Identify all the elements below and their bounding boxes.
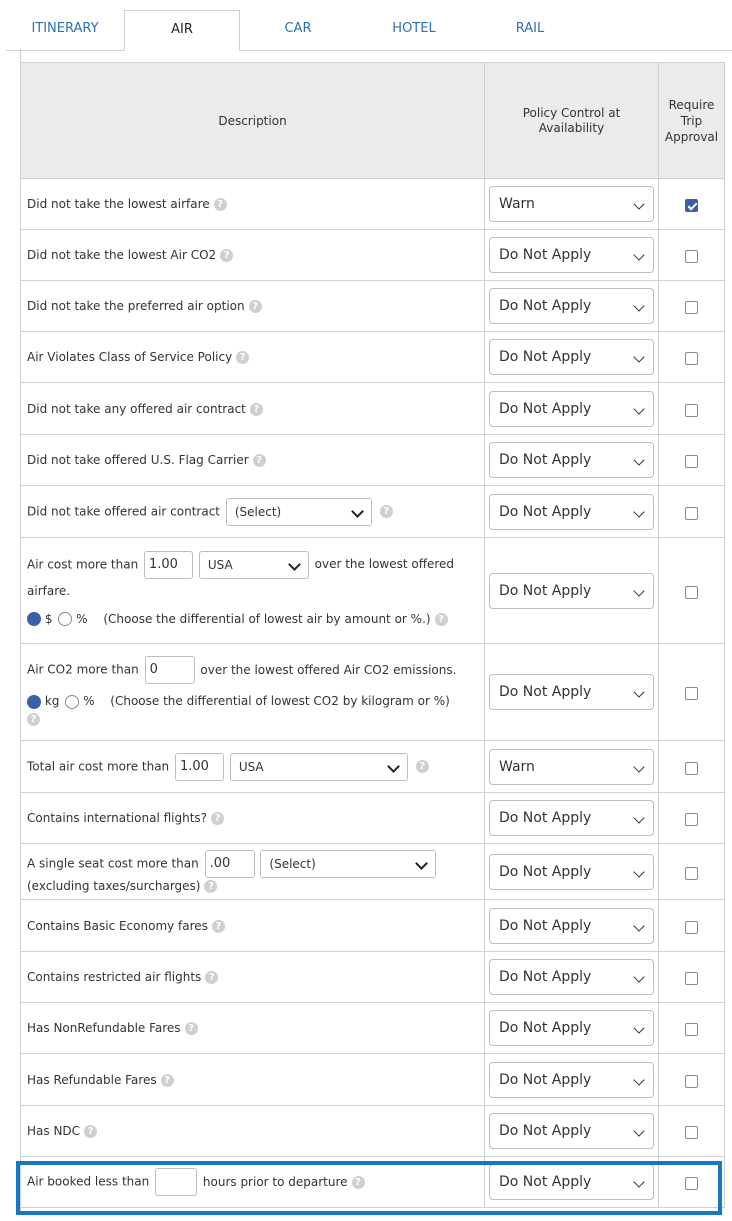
row-description	[21, 952, 485, 1003]
row-description	[21, 230, 485, 281]
row-label: Has NonRefundable Fares	[27, 1021, 181, 1035]
chevron-down-icon	[633, 300, 644, 311]
policy-control-dropdown[interactable]	[489, 494, 654, 530]
help-icon[interactable]: ?	[220, 249, 233, 262]
dropdown-value: Do Not Apply	[499, 1123, 592, 1139]
policy-control-cell	[485, 179, 659, 230]
row-label-suffix: over the lowest offered Air CO2 emissions.	[200, 662, 457, 677]
approval-cell	[659, 741, 725, 793]
chevron-down-icon	[633, 1176, 644, 1187]
require-approval-checkbox[interactable]	[685, 762, 698, 775]
radio-amount[interactable]	[27, 612, 41, 626]
table-row	[21, 281, 725, 332]
chevron-down-icon	[633, 1125, 644, 1136]
chevron-down-icon	[387, 760, 400, 773]
help-icon-wrap	[27, 710, 478, 728]
policy-control-dropdown[interactable]	[489, 1062, 654, 1098]
policy-control-dropdown[interactable]	[489, 288, 654, 324]
single-seat-line	[27, 850, 478, 878]
row-label: Did not take offered U.S. Flag Carrier	[27, 453, 249, 467]
require-approval-checkbox[interactable]	[685, 972, 698, 985]
row-label: Did not take the lowest Air CO2	[27, 248, 217, 262]
policy-control-dropdown[interactable]	[489, 186, 654, 222]
help-icon[interactable]: ?	[435, 613, 448, 626]
require-approval-checkbox[interactable]	[685, 921, 698, 934]
dropdown-value: Do Not Apply	[499, 1071, 592, 1088]
require-approval-header-text: Require Trip Approval	[664, 97, 719, 144]
help-icon[interactable]: ?	[211, 812, 224, 825]
dropdown-value: Do Not Apply	[499, 1020, 592, 1036]
require-approval-checkbox[interactable]	[685, 687, 698, 700]
hours-prior-input[interactable]	[155, 1168, 197, 1196]
require-approval-checkbox[interactable]	[685, 1126, 698, 1139]
chevron-down-icon	[633, 1074, 644, 1085]
policy-control-cell	[485, 644, 659, 741]
table-row	[21, 900, 725, 952]
row-label: Has Refundable Fares	[27, 1072, 157, 1087]
approval-cell	[659, 644, 725, 741]
air-contract-select[interactable]	[226, 498, 372, 526]
policy-control-cell	[485, 332, 659, 383]
row-label: Contains international flights?	[27, 811, 208, 825]
help-icon[interactable]: ?	[214, 198, 227, 211]
row-label-line2: (excluding taxes/surcharges)	[27, 878, 201, 893]
chevron-down-icon	[633, 403, 644, 414]
policy-control-dropdown[interactable]	[489, 800, 654, 836]
help-icon[interactable]: ?	[212, 920, 225, 933]
policy-control-dropdown[interactable]	[489, 442, 654, 478]
dropdown-value: Do Not Apply	[499, 969, 592, 985]
chevron-down-icon	[416, 857, 429, 870]
air-co2-radio-group	[27, 692, 478, 728]
policy-control-dropdown[interactable]	[489, 391, 654, 427]
dropdown-value: Warn	[499, 758, 535, 775]
policy-control-dropdown[interactable]	[489, 339, 654, 375]
help-icon[interactable]: ?	[204, 880, 217, 893]
row-label: Did not take any offered air contract	[27, 401, 246, 416]
row-description	[21, 900, 485, 952]
table-row	[21, 230, 725, 281]
approval-cell	[659, 1054, 725, 1106]
policy-control-cell	[485, 844, 659, 900]
dropdown-value: Do Not Apply	[499, 863, 592, 880]
row-label: Air cost more than	[27, 557, 139, 571]
policy-control-cell	[485, 486, 659, 538]
require-approval-checkbox[interactable]	[685, 1075, 698, 1088]
dropdown-value: Do Not Apply	[499, 582, 592, 599]
help-icon[interactable]: ?	[185, 1022, 198, 1035]
policy-control-dropdown[interactable]	[489, 573, 654, 609]
dropdown-value: Do Not Apply	[499, 503, 592, 520]
approval-cell	[659, 230, 725, 281]
row-label: Contains Basic Economy fares	[27, 918, 208, 933]
differential-note: (Choose the differential of lowest CO2 by kilogram or %)	[110, 694, 450, 708]
approval-cell	[659, 844, 725, 900]
require-approval-checkbox[interactable]	[685, 507, 698, 520]
air-co2-amount-input[interactable]: 0	[145, 656, 195, 684]
help-icon[interactable]: ?	[380, 505, 393, 518]
row-description	[21, 644, 485, 741]
select-value: (Select)	[234, 504, 282, 519]
air-cost-line	[27, 551, 478, 579]
table-row	[21, 741, 725, 793]
dropdown-value: Do Not Apply	[499, 684, 592, 700]
dropdown-value: Do Not Apply	[499, 298, 592, 314]
require-approval-checkbox[interactable]	[685, 250, 698, 263]
policy-control-dropdown[interactable]	[489, 674, 654, 710]
select-value: USA	[238, 759, 264, 774]
help-icon[interactable]: ?	[253, 454, 266, 467]
table-row	[21, 1003, 725, 1054]
dropdown-value: Do Not Apply	[499, 247, 592, 263]
help-icon[interactable]: ?	[249, 300, 262, 313]
chevron-down-icon	[288, 558, 301, 571]
table-row	[21, 486, 725, 538]
approval-cell	[659, 952, 725, 1003]
row-label: Air Violates Class of Service Policy	[27, 350, 233, 364]
row-description	[21, 179, 485, 230]
policy-control-dropdown[interactable]	[489, 749, 654, 785]
row-description	[21, 383, 485, 435]
chevron-down-icon	[633, 686, 644, 697]
require-approval-checkbox[interactable]	[685, 199, 698, 212]
require-approval-checkbox[interactable]	[685, 813, 698, 826]
chevron-down-icon	[633, 920, 644, 931]
policy-control-cell	[485, 230, 659, 281]
approval-cell	[659, 1106, 725, 1157]
help-icon[interactable]: ?	[352, 1176, 365, 1189]
help-icon[interactable]: ?	[27, 713, 40, 726]
chevron-down-icon	[633, 866, 644, 877]
dropdown-value: Do Not Apply	[499, 917, 592, 934]
row-label-suffix: hours prior to departure	[202, 1174, 348, 1189]
select-value: (Select)	[269, 856, 316, 871]
table-row	[21, 332, 725, 383]
require-approval-checkbox[interactable]	[685, 404, 698, 417]
help-icon[interactable]: ?	[236, 351, 249, 364]
row-label: A single seat cost more than	[27, 856, 199, 870]
table-row	[21, 1054, 725, 1106]
row-label-line2: airfare.	[27, 583, 71, 598]
policy-control-cell	[485, 1054, 659, 1106]
chevron-down-icon	[351, 505, 364, 518]
select-value: USA	[207, 557, 233, 572]
chevron-down-icon	[633, 198, 644, 209]
tab-bar	[6, 10, 732, 51]
policy-control-dropdown[interactable]	[489, 237, 654, 273]
chevron-down-icon	[633, 761, 644, 772]
chevron-down-icon	[633, 506, 644, 517]
row-label: Did not take offered air contract	[27, 504, 221, 518]
chevron-down-icon	[633, 351, 644, 362]
air-co2-line	[27, 656, 478, 684]
approval-cell	[659, 1003, 725, 1054]
air-cost-amount-input[interactable]: 1.00	[144, 551, 193, 579]
row-description	[21, 741, 485, 793]
table-row	[21, 383, 725, 435]
row-description	[21, 538, 485, 644]
table-row	[21, 844, 725, 900]
approval-cell	[659, 281, 725, 332]
table-row	[21, 179, 725, 230]
approval-cell	[659, 179, 725, 230]
single-seat-currency-select[interactable]	[260, 850, 436, 878]
help-icon[interactable]: ?	[416, 760, 429, 773]
row-label: Air CO2 more than	[27, 662, 139, 677]
require-approval-checkbox[interactable]	[685, 867, 698, 880]
row-label: Did not take the lowest airfare	[27, 197, 210, 211]
policy-control-dropdown[interactable]	[489, 854, 654, 890]
help-icon[interactable]: ?	[205, 971, 218, 984]
require-approval-checkbox[interactable]	[685, 455, 698, 468]
chevron-down-icon	[633, 1022, 644, 1033]
table-row	[21, 1106, 725, 1157]
chevron-down-icon	[633, 454, 644, 465]
table-row	[21, 952, 725, 1003]
approval-cell	[659, 1157, 725, 1208]
row-description	[21, 1106, 485, 1157]
approval-cell	[659, 793, 725, 844]
table-row	[21, 538, 725, 644]
table-row	[21, 793, 725, 844]
policy-control-dropdown[interactable]	[489, 1010, 654, 1046]
tab-rail[interactable]: RAIL	[515, 21, 545, 36]
tab-car[interactable]: CAR	[284, 21, 312, 36]
tab-itinerary[interactable]: ITINERARY	[31, 21, 99, 36]
description-header: Description	[21, 63, 485, 179]
policy-control-cell	[485, 435, 659, 486]
row-description	[21, 281, 485, 332]
radio-kilogram[interactable]	[27, 695, 41, 709]
air-cost-radio-group	[27, 607, 478, 631]
approval-cell	[659, 538, 725, 644]
row-description	[21, 1054, 485, 1106]
dropdown-value: Do Not Apply	[499, 1174, 592, 1190]
tab-air[interactable]: AIR	[124, 10, 240, 51]
radio-percent-label: %	[83, 694, 95, 708]
radio-percent[interactable]	[58, 612, 72, 626]
differential-note: (Choose the differential of lowest air by amount or %.)	[103, 611, 431, 626]
total-cost-amount-input[interactable]: 1.00	[175, 753, 224, 781]
approval-cell	[659, 332, 725, 383]
row-description	[21, 435, 485, 486]
row-label: Did not take the preferred air option	[27, 299, 245, 313]
help-icon[interactable]: ?	[250, 403, 263, 416]
policy-control-dropdown[interactable]	[489, 959, 654, 995]
policy-control-header-text: Policy Control at Availability	[522, 105, 621, 135]
require-approval-header	[659, 63, 725, 179]
row-description	[21, 1003, 485, 1054]
policy-control-header	[485, 63, 659, 179]
dropdown-value: Do Not Apply	[499, 810, 592, 826]
chevron-down-icon	[633, 585, 644, 596]
row-label-suffix: over the lowest offered	[314, 557, 455, 571]
chevron-down-icon	[633, 971, 644, 982]
help-icon[interactable]: ?	[161, 1074, 174, 1087]
policy-control-cell	[485, 281, 659, 332]
policy-control-dropdown[interactable]	[489, 1164, 654, 1200]
table-row	[21, 1157, 725, 1208]
row-label: Has NDC	[27, 1124, 81, 1138]
row-description	[21, 1157, 485, 1208]
policy-control-cell	[485, 538, 659, 644]
radio-amount-label: $	[44, 611, 53, 626]
policy-control-cell	[485, 952, 659, 1003]
air-cost-currency-select[interactable]	[199, 551, 309, 579]
row-label: Total air cost more than	[27, 759, 170, 773]
single-seat-line2	[27, 878, 478, 894]
policy-control-cell	[485, 1157, 659, 1208]
row-description	[21, 844, 485, 900]
approval-cell	[659, 486, 725, 538]
policy-control-cell	[485, 793, 659, 844]
row-description	[21, 332, 485, 383]
row-label: Air booked less than	[27, 1174, 150, 1189]
policy-control-cell	[485, 383, 659, 435]
policy-control-cell	[485, 900, 659, 952]
policy-control-cell	[485, 1106, 659, 1157]
policy-control-dropdown[interactable]	[489, 1113, 654, 1149]
table-row	[21, 644, 725, 741]
approval-cell	[659, 900, 725, 952]
air-policy-table	[20, 62, 725, 1208]
dropdown-value: Do Not Apply	[499, 349, 592, 365]
row-description	[21, 793, 485, 844]
total-cost-currency-select[interactable]	[230, 753, 408, 781]
row-description	[21, 486, 485, 538]
radio-percent-label: %	[76, 611, 88, 626]
radio-percent[interactable]	[65, 695, 79, 709]
single-seat-amount-input[interactable]: .00	[205, 850, 255, 878]
row-label: Contains restricted air flights	[27, 970, 202, 984]
help-icon[interactable]: ?	[84, 1125, 97, 1138]
require-approval-checkbox[interactable]	[685, 1023, 698, 1036]
radio-kilogram-label: kg	[44, 694, 60, 708]
require-approval-checkbox[interactable]	[685, 1177, 698, 1190]
dropdown-value: Warn	[499, 196, 535, 212]
chevron-down-icon	[633, 812, 644, 823]
policy-control-cell	[485, 741, 659, 793]
require-approval-checkbox[interactable]	[685, 352, 698, 365]
table-header-row	[21, 63, 725, 179]
require-approval-checkbox[interactable]	[685, 586, 698, 599]
policy-control-cell	[485, 1003, 659, 1054]
approval-cell	[659, 435, 725, 486]
chevron-down-icon	[633, 249, 644, 260]
dropdown-value: Do Not Apply	[499, 400, 592, 417]
tab-hotel[interactable]: HOTEL	[392, 21, 436, 36]
table-row	[21, 435, 725, 486]
dropdown-value: Do Not Apply	[499, 452, 592, 468]
approval-cell	[659, 383, 725, 435]
require-approval-checkbox[interactable]	[685, 301, 698, 314]
policy-control-dropdown[interactable]	[489, 908, 654, 944]
